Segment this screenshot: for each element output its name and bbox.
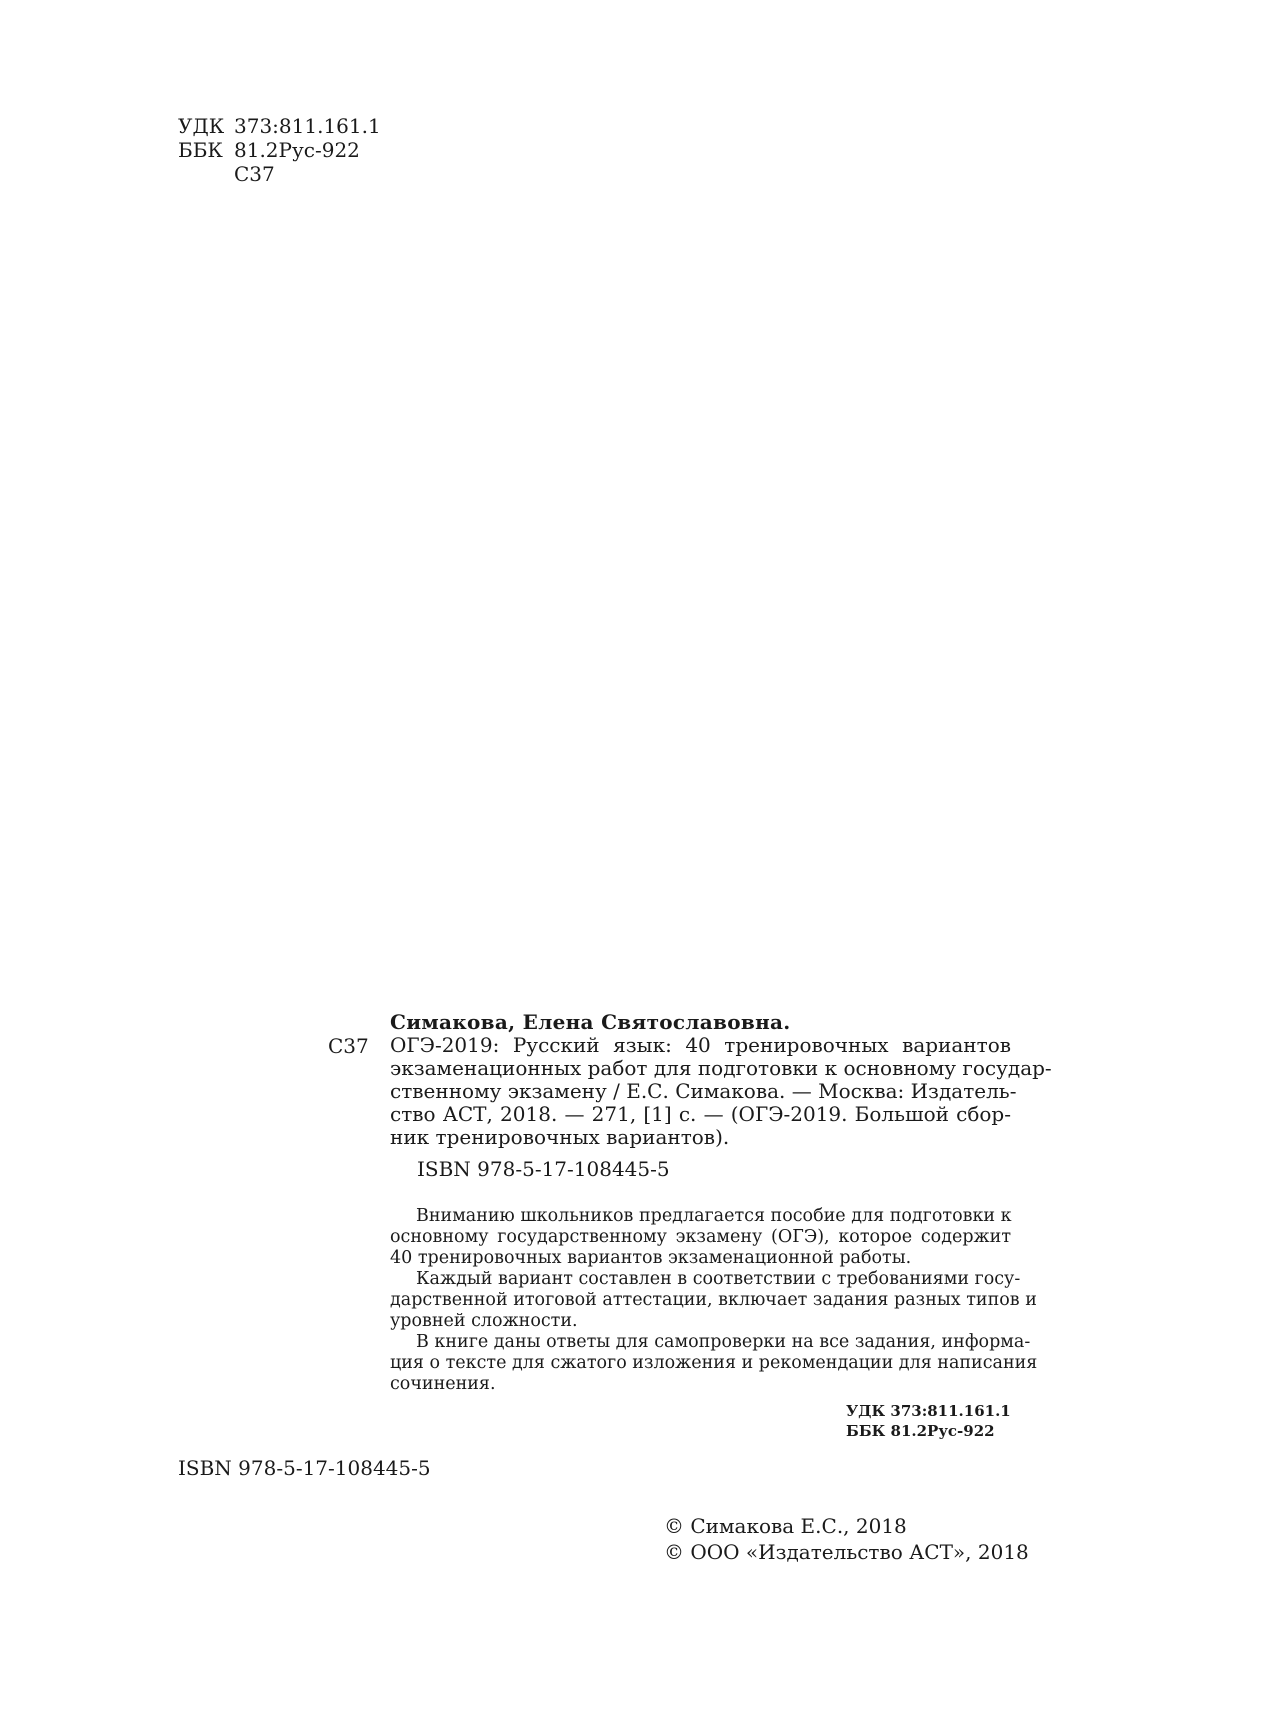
bbk-label: ББК	[178, 138, 223, 162]
bbk-code: 81.2Рус-922	[234, 138, 360, 162]
annotation-line: сочинения.	[390, 1374, 496, 1394]
copyright-publisher: © ООО «Издательство АСТ», 2018	[664, 1540, 1029, 1564]
author-mark-inline: С37	[328, 1034, 369, 1058]
author-mark-top: С37	[234, 162, 275, 186]
annotation-line: В книге даны ответы для самопроверки на все задания, информа-	[416, 1332, 1031, 1352]
bib-line: экзаменационных работ для подготовки к основному государ-	[390, 1056, 1052, 1080]
bib-line: ОГЭ-2019: Русский язык: 40 тренировочных вариантов	[390, 1033, 1011, 1057]
annotation-line: дарственной итоговой аттестации, включает задания разных типов и	[390, 1290, 1037, 1310]
bbk-row	[178, 138, 381, 162]
classification-block-right	[846, 1401, 1011, 1441]
copyright-author: © Симакова Е.С., 2018	[664, 1514, 907, 1538]
annotation-line: ция о тексте для сжатого изложения и рекомендации для написания	[390, 1353, 1038, 1373]
bbk-right: ББК 81.2Рус-922	[846, 1422, 995, 1440]
isbn-bottom: ISBN 978-5-17-108445-5	[178, 1456, 431, 1480]
annotation	[390, 1206, 1038, 1395]
annotation-line: Каждый вариант составлен в соответствии с требованиями госу-	[416, 1269, 1021, 1289]
classification-block-top	[178, 114, 381, 186]
udk-row	[178, 114, 381, 138]
annotation-line: Вниманию школьников предлагается пособие для подготовки к	[416, 1206, 1012, 1226]
bibliographic-description	[390, 1033, 1052, 1149]
annotation-line: основному государственному экзамену (ОГЭ), которое содержит	[390, 1227, 1011, 1247]
annotation-line: уровней сложности.	[390, 1311, 578, 1331]
copyright-block	[664, 1513, 1029, 1565]
author-heading: Симакова, Елена Святославовна.	[390, 1010, 791, 1034]
bib-line: ство АСТ, 2018. — 271, [1] с. — (ОГЭ-2019. Большой сбор-	[390, 1102, 1011, 1126]
udk-label: УДК	[178, 114, 225, 138]
author-mark-row	[178, 162, 381, 186]
bib-line: ник тренировочных вариантов).	[390, 1125, 730, 1149]
isbn-record: ISBN 978-5-17-108445-5	[417, 1157, 670, 1181]
annotation-line: 40 тренировочных вариантов экзаменационной работы.	[390, 1248, 912, 1268]
bib-line: ственному экзамену / Е.С. Симакова. — Москва: Издатель-	[390, 1079, 1017, 1103]
udk-code: 373:811.161.1	[234, 114, 381, 138]
udk-right: УДК 373:811.161.1	[846, 1402, 1011, 1420]
